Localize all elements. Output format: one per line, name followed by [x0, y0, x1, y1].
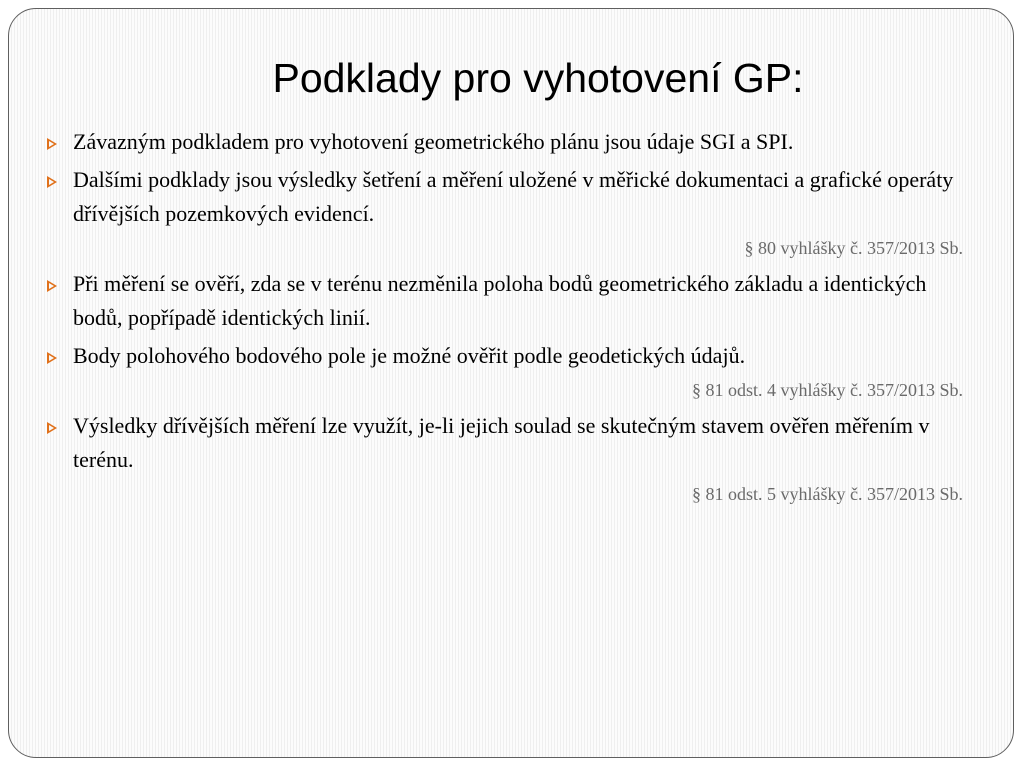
- arrow-bullet-icon: [47, 280, 57, 292]
- bullet-item: [45, 339, 965, 373]
- arrow-bullet-icon: [47, 422, 57, 434]
- arrow-bullet-icon: [47, 138, 57, 150]
- bullet-text: Při měření se ověří, zda se v terénu nezměnila poloha bodů geometrického základu a identických bodů, popřípadě identických linií.: [73, 271, 927, 330]
- bullet-item: [45, 267, 965, 335]
- bullet-text: Závazným podkladem pro vyhotovení geometrického plánu jsou údaje SGI a SPI.: [73, 129, 794, 154]
- bullet-text: Výsledky dřívějších měření lze využít, je-li jejich soulad se skutečným stavem ověřen měřením v terénu.: [73, 413, 930, 472]
- slide-content: [45, 125, 965, 513]
- arrow-bullet-icon: [47, 352, 57, 364]
- bullet-item: [45, 125, 965, 159]
- legal-reference: § 81 odst. 5 vyhlášky č. 357/2013 Sb.: [691, 484, 963, 504]
- slide-title: Podklady pro vyhotovení GP:: [272, 55, 804, 101]
- bullet-item: [45, 409, 965, 477]
- bullet-text: Dalšími podklady jsou výsledky šetření a měření uložené v měřické dokumentaci a grafické operáty dřívějších pozemkových evidencí.: [73, 167, 954, 226]
- legal-reference: § 81 odst. 4 vyhlášky č. 357/2013 Sb.: [691, 380, 963, 400]
- arrow-bullet-icon: [47, 176, 57, 188]
- legal-reference: § 80 vyhlášky č. 357/2013 Sb.: [744, 238, 963, 258]
- bullet-item: [45, 163, 965, 231]
- bullet-text: Body polohového bodového pole je možné ověřit podle geodetických údajů.: [73, 343, 746, 368]
